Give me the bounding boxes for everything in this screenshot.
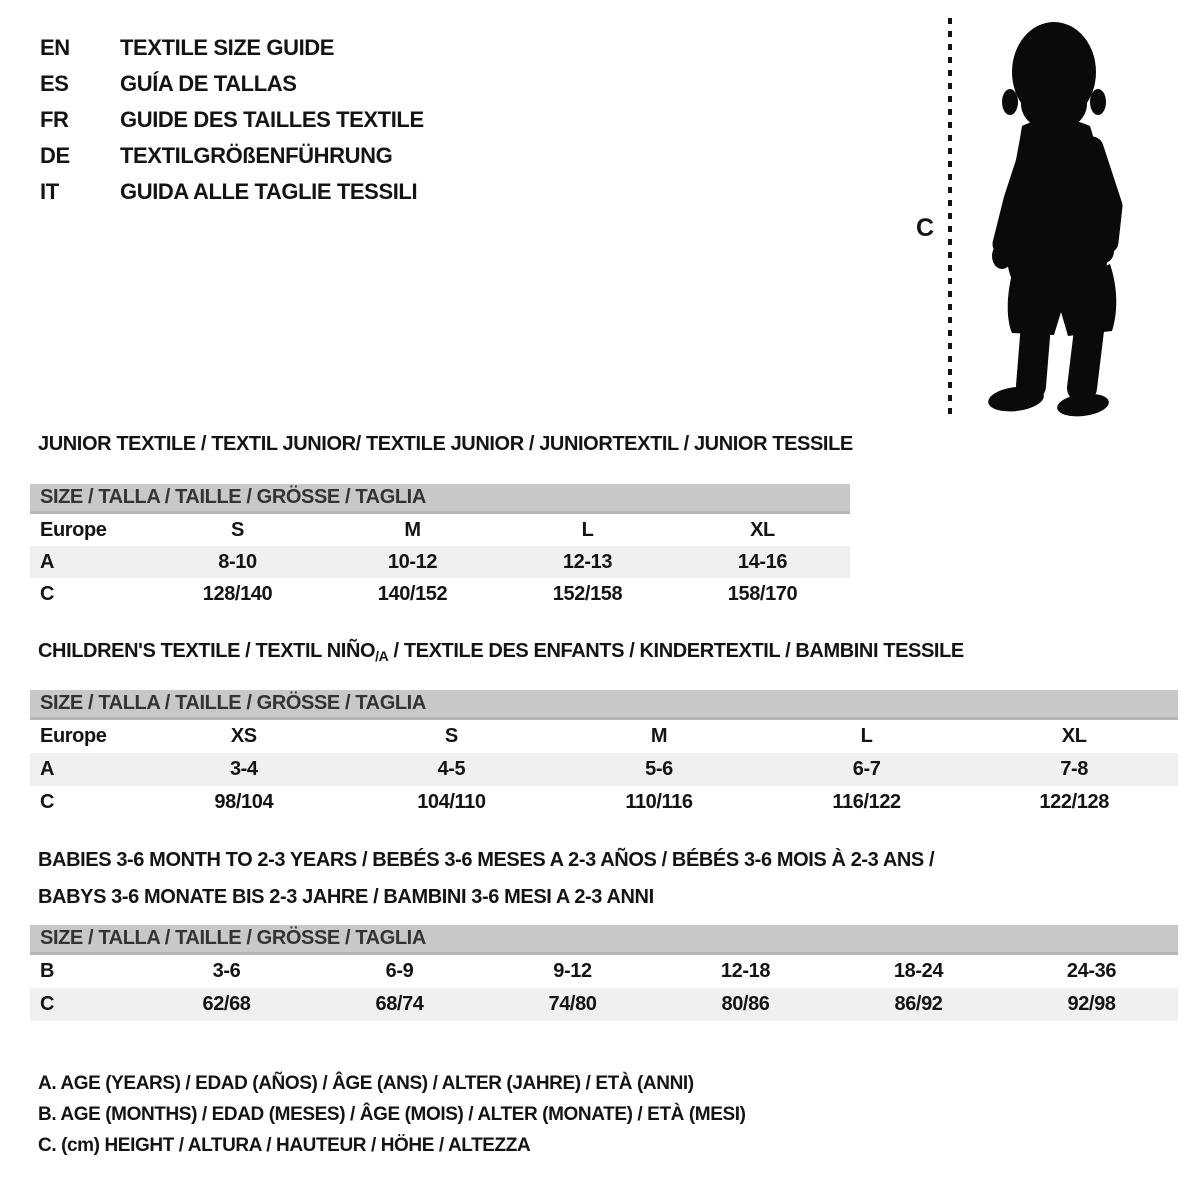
table-cell: 5-6 bbox=[645, 758, 673, 780]
row-label: B bbox=[40, 960, 55, 982]
babies-section-heading bbox=[38, 842, 934, 916]
table-cell: 6-7 bbox=[852, 758, 881, 780]
table-cell: 116/122 bbox=[832, 791, 901, 813]
table-cell: 7-8 bbox=[1060, 758, 1089, 780]
table-cell: 68/74 bbox=[375, 993, 424, 1015]
table-row bbox=[30, 955, 1178, 988]
table-cell: M bbox=[650, 725, 668, 747]
table-cell: XL bbox=[1061, 725, 1087, 747]
language-row bbox=[40, 30, 424, 66]
language-row bbox=[40, 174, 424, 210]
guide-title: GUIDE DES TAILLES TEXTILE bbox=[120, 107, 424, 132]
table-cell: 3-6 bbox=[212, 960, 241, 982]
babies-size-table bbox=[30, 925, 1178, 1021]
junior-section-heading: JUNIOR TEXTILE / TEXTIL JUNIOR/ TEXTILE JUNIOR / JUNIORTEXTIL / JUNIOR TESSILE bbox=[38, 433, 853, 455]
size-header-bar: SIZE / TALLA / TAILLE / GRÖSSE / TAGLIA bbox=[30, 484, 850, 514]
table-cell: 80/86 bbox=[721, 993, 770, 1015]
table-cell: L bbox=[860, 725, 873, 747]
table-cell: S bbox=[231, 518, 244, 541]
table-cell: 152/158 bbox=[552, 582, 623, 605]
table-row bbox=[30, 753, 1178, 786]
language-row bbox=[40, 66, 424, 102]
table-cell: M bbox=[404, 518, 421, 541]
table-row bbox=[30, 786, 1178, 819]
language-code: EN bbox=[40, 35, 70, 60]
junior-size-table bbox=[30, 484, 850, 610]
guide-title: TEXTILGRÖßENFÜHRUNG bbox=[120, 143, 393, 168]
babies-heading-line2: BABYS 3-6 MONATE BIS 2-3 JAHRE / BAMBINI 3-6 MESI A 2-3 ANNI bbox=[38, 886, 654, 908]
children-section-heading bbox=[38, 640, 964, 664]
table-row bbox=[30, 514, 850, 546]
table-row bbox=[30, 578, 850, 610]
row-label: C bbox=[40, 993, 55, 1015]
children-heading-suffix: / TEXTILE DES ENFANTS / KINDERTEXTIL / BAMBINI TESSILE bbox=[388, 640, 964, 662]
table-cell: 110/116 bbox=[625, 791, 693, 813]
legend bbox=[38, 1068, 746, 1161]
table-row bbox=[30, 720, 1178, 753]
children-heading-prefix: CHILDREN'S TEXTILE / TEXTIL NIÑO bbox=[38, 640, 376, 662]
row-label: C bbox=[40, 791, 55, 813]
table-cell: 12-13 bbox=[562, 550, 613, 573]
table-cell: 122/128 bbox=[1039, 791, 1109, 813]
language-row bbox=[40, 138, 424, 174]
table-cell: S bbox=[444, 725, 458, 747]
height-measure-label: C bbox=[916, 214, 934, 242]
table-cell: 12-18 bbox=[720, 960, 771, 982]
table-cell: 98/104 bbox=[214, 791, 274, 813]
row-label: C bbox=[40, 582, 55, 605]
language-row bbox=[40, 102, 424, 138]
legend-line-b: B. AGE (MONTHS) / EDAD (MESES) / ÂGE (MOIS) / ALTER (MONATE) / ETÀ (MESI) bbox=[38, 1104, 746, 1125]
toddler-silhouette-icon bbox=[958, 14, 1142, 418]
table-cell: XL bbox=[750, 518, 775, 541]
table-cell: 18-24 bbox=[893, 960, 944, 982]
size-header-bar: SIZE / TALLA / TAILLE / GRÖSSE / TAGLIA bbox=[30, 925, 1178, 955]
table-cell: 6-9 bbox=[385, 960, 414, 982]
table-cell: 24-36 bbox=[1066, 960, 1117, 982]
table-cell: 92/98 bbox=[1067, 993, 1116, 1015]
row-label: A bbox=[40, 550, 55, 573]
size-header-bar: SIZE / TALLA / TAILLE / GRÖSSE / TAGLIA bbox=[30, 690, 1178, 720]
table-row bbox=[30, 988, 1178, 1021]
table-cell: 9-12 bbox=[553, 960, 592, 982]
language-code: ES bbox=[40, 71, 69, 96]
table-cell: 140/152 bbox=[377, 582, 448, 605]
table-cell: 128/140 bbox=[202, 582, 273, 605]
legend-line-a: A. AGE (YEARS) / EDAD (AÑOS) / ÂGE (ANS) / ALTER (JAHRE) / ETÀ (ANNI) bbox=[38, 1073, 694, 1094]
guide-title: GUÍA DE TALLAS bbox=[120, 71, 297, 96]
table-cell: L bbox=[581, 518, 594, 541]
language-code: DE bbox=[40, 143, 70, 168]
table-row bbox=[30, 546, 850, 578]
legend-line-c: C. (cm) HEIGHT / ALTURA / HAUTEUR / HÖHE / ALTEZZA bbox=[38, 1135, 531, 1156]
table-cell: 10-12 bbox=[387, 550, 438, 573]
table-cell: 14-16 bbox=[737, 550, 788, 573]
babies-heading-line1: BABIES 3-6 MONTH TO 2-3 YEARS / BEBÉS 3-6 MESES A 2-3 AÑOS / BÉBÉS 3-6 MOIS À 2-3 ANS / bbox=[38, 849, 935, 871]
row-label: Europe bbox=[40, 725, 107, 747]
children-heading-sub: /A bbox=[375, 648, 389, 664]
row-label: A bbox=[40, 758, 55, 780]
table-cell: 8-10 bbox=[218, 550, 257, 573]
table-cell: 74/80 bbox=[548, 993, 597, 1015]
table-cell: 104/110 bbox=[417, 791, 486, 813]
guide-title: GUIDA ALLE TAGLIE TESSILI bbox=[120, 179, 418, 204]
language-title-list bbox=[40, 30, 424, 210]
table-cell: 62/68 bbox=[202, 993, 251, 1015]
table-cell: 86/92 bbox=[894, 993, 943, 1015]
language-code: IT bbox=[40, 179, 59, 204]
table-cell: 3-4 bbox=[229, 758, 258, 780]
table-cell: 4-5 bbox=[437, 758, 466, 780]
guide-title: TEXTILE SIZE GUIDE bbox=[120, 35, 335, 60]
table-cell: 158/170 bbox=[727, 582, 798, 605]
children-size-table bbox=[30, 690, 1178, 819]
table-cell: XS bbox=[230, 725, 257, 747]
row-label: Europe bbox=[40, 518, 107, 541]
height-measure-dashed-line bbox=[948, 18, 952, 416]
language-code: FR bbox=[40, 107, 69, 132]
